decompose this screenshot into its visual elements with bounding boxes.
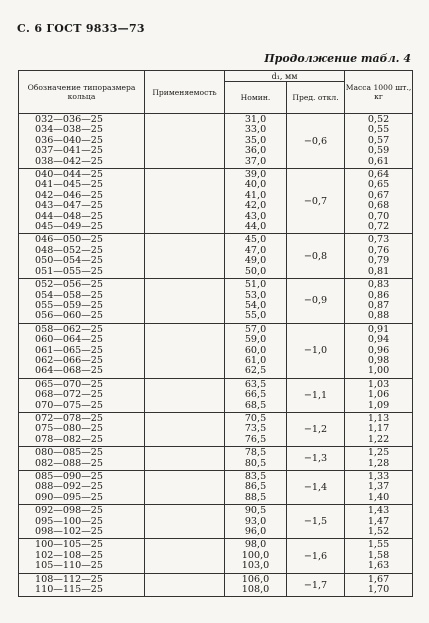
designation-cell-line: 068—072—25 — [35, 389, 104, 401]
designation-cell-line: 044—048—25 — [35, 210, 104, 222]
mass-cell-line: 0,73 — [367, 234, 390, 246]
header-designation: Обозначение типоразмера кольца — [19, 71, 145, 114]
application-cell — [145, 471, 225, 505]
nominal-cell-line: 40,0 — [244, 179, 267, 191]
designation-cell-line: 038—042—25 — [35, 155, 104, 167]
nominal-cell — [225, 279, 287, 324]
designation-cell-line: 041—045—25 — [35, 179, 104, 191]
nominal-cell-line: 35,0 — [244, 134, 267, 146]
deviation-cell: −1,6 — [287, 539, 345, 573]
designation-cell — [19, 378, 145, 412]
nominal-cell-line: 43,0 — [244, 210, 267, 222]
designation-cell — [19, 412, 145, 446]
designation-cell-line: 046—050—25 — [35, 234, 104, 246]
nominal-cell — [225, 573, 287, 597]
mass-cell-line: 1,43 — [367, 505, 390, 517]
header-d1: d₁, мм — [225, 71, 345, 82]
mass-cell-line: 0,61 — [367, 155, 390, 167]
nominal-cell-line: 66,5 — [244, 389, 267, 401]
mass-cell — [345, 169, 413, 234]
nominal-cell — [225, 169, 287, 234]
designation-cell — [19, 114, 145, 169]
table-row-group — [19, 539, 413, 573]
designation-cell — [19, 539, 145, 573]
mass-cell-line: 1,28 — [367, 457, 390, 469]
nominal-cell-line: 76,5 — [244, 433, 267, 445]
deviation-cell: −1,0 — [287, 323, 345, 378]
mass-cell-line: 0,55 — [367, 124, 390, 136]
nominal-cell-line: 61,0 — [244, 354, 267, 366]
mass-cell — [345, 573, 413, 597]
mass-cell-line: 0,83 — [367, 279, 390, 291]
designation-cell-line: 048—052—25 — [35, 244, 104, 256]
mass-cell-line: 1,63 — [367, 560, 390, 572]
designation-cell-line: 062—066—25 — [35, 354, 104, 366]
nominal-cell-line: 70,5 — [244, 412, 267, 424]
deviation-cell: −0,6 — [287, 114, 345, 169]
header-nominal: Номин. — [225, 82, 287, 114]
nominal-cell-line: 73,5 — [244, 423, 267, 435]
mass-cell-line: 0,52 — [367, 114, 390, 125]
designation-cell — [19, 234, 145, 279]
application-cell — [145, 323, 225, 378]
nominal-cell-line: 86,5 — [244, 481, 267, 493]
nominal-cell-line: 98,0 — [244, 539, 267, 551]
nominal-cell — [225, 505, 287, 539]
mass-cell-line: 1,09 — [367, 399, 390, 411]
mass-cell-line: 0,86 — [367, 289, 390, 301]
designation-cell — [19, 279, 145, 324]
table-row-group — [19, 169, 413, 234]
nominal-cell — [225, 323, 287, 378]
nominal-cell-line: 88,5 — [244, 491, 267, 503]
mass-cell-line: 1,17 — [367, 423, 390, 435]
nominal-cell-line: 37,0 — [244, 155, 267, 167]
deviation-cell: −1,3 — [287, 447, 345, 471]
designation-cell — [19, 169, 145, 234]
designation-cell-line: 052—056—25 — [35, 279, 104, 291]
deviation-cell: −1,4 — [287, 471, 345, 505]
mass-cell-line: 0,59 — [367, 145, 390, 157]
mass-cell-line: 0,87 — [367, 299, 390, 311]
table-row-group — [19, 323, 413, 378]
designation-cell-line: 034—038—25 — [35, 124, 104, 136]
application-cell — [145, 378, 225, 412]
designation-cell-line: 051—055—25 — [35, 265, 104, 277]
nominal-cell-line: 42,0 — [244, 200, 267, 212]
designation-cell-line: 040—044—25 — [35, 169, 104, 181]
dimensions-table — [18, 70, 413, 597]
table-row-group — [19, 447, 413, 471]
designation-cell-line: 090—095—25 — [35, 491, 104, 503]
designation-cell-line: 110—115—25 — [35, 584, 104, 596]
mass-cell-line: 0,76 — [367, 244, 390, 256]
designation-cell-line: 100—105—25 — [35, 539, 104, 551]
designation-cell — [19, 471, 145, 505]
nominal-cell-line: 50,0 — [244, 265, 267, 277]
mass-cell-line: 0,79 — [367, 255, 390, 267]
nominal-cell-line: 51,0 — [244, 279, 267, 291]
mass-cell — [345, 505, 413, 539]
mass-cell-line: 0,81 — [367, 265, 390, 277]
mass-cell-line: 0,64 — [367, 169, 390, 181]
deviation-cell: −0,9 — [287, 279, 345, 324]
mass-cell — [345, 279, 413, 324]
nominal-cell — [225, 114, 287, 169]
mass-cell-line: 1,47 — [367, 515, 390, 527]
nominal-cell-line: 60,0 — [244, 344, 267, 356]
designation-cell-line: 075—080—25 — [35, 423, 104, 435]
mass-cell-line: 0,57 — [367, 134, 390, 146]
deviation-cell: −1,5 — [287, 505, 345, 539]
designation-cell-line: 037—041—25 — [35, 145, 104, 157]
designation-cell — [19, 323, 145, 378]
nominal-cell-line: 83,5 — [244, 471, 267, 482]
mass-cell-line: 1,70 — [367, 584, 390, 596]
nominal-cell-line: 78,5 — [244, 447, 267, 459]
nominal-cell — [225, 234, 287, 279]
nominal-cell-line: 59,0 — [244, 334, 267, 346]
mass-cell-line: 1,52 — [367, 526, 390, 538]
table-row-group — [19, 234, 413, 279]
table-row-group — [19, 279, 413, 324]
application-cell — [145, 505, 225, 539]
nominal-cell-line: 47,0 — [244, 244, 267, 256]
mass-cell — [345, 412, 413, 446]
mass-cell — [345, 539, 413, 573]
nominal-cell — [225, 539, 287, 573]
mass-cell-line: 0,91 — [367, 323, 390, 335]
mass-cell-line: 1,22 — [367, 433, 390, 445]
application-cell — [145, 539, 225, 573]
mass-cell-line: 0,96 — [367, 344, 390, 356]
nominal-cell-line: 100,0 — [241, 549, 270, 561]
mass-cell — [345, 447, 413, 471]
nominal-cell-line: 62,5 — [244, 365, 267, 377]
designation-cell-line: 082—088—25 — [35, 457, 104, 469]
nominal-cell-line: 80,5 — [244, 457, 267, 469]
designation-cell-line: 058—062—25 — [35, 323, 104, 335]
table-row-group — [19, 378, 413, 412]
mass-cell-line: 1,03 — [367, 378, 390, 390]
header-mass: Масса 1000 шт., кг — [345, 71, 413, 114]
nominal-cell-line: 49,0 — [244, 255, 267, 267]
mass-cell-line: 0,88 — [367, 310, 390, 322]
designation-cell-line: 055—059—25 — [35, 299, 104, 311]
nominal-cell-line: 33,0 — [244, 124, 267, 136]
designation-cell-line: 054—058—25 — [35, 289, 104, 301]
designation-cell-line: 056—060—25 — [35, 310, 104, 322]
nominal-cell-line: 31,0 — [244, 114, 267, 125]
designation-cell-line: 032—036—25 — [35, 114, 104, 125]
designation-cell-line: 092—098—25 — [35, 505, 104, 517]
mass-cell-line: 1,06 — [367, 389, 390, 401]
table-row-group — [19, 573, 413, 597]
nominal-cell-line: 55,0 — [244, 310, 267, 322]
nominal-cell-line: 108,0 — [241, 584, 270, 596]
designation-cell-line: 043—047—25 — [35, 200, 104, 212]
mass-cell — [345, 378, 413, 412]
deviation-cell: −1,7 — [287, 573, 345, 597]
designation-cell-line: 108—112—25 — [35, 573, 104, 585]
mass-cell-line: 0,98 — [367, 354, 390, 366]
application-cell — [145, 234, 225, 279]
mass-cell-line: 1,67 — [367, 573, 390, 585]
designation-cell-line: 036—040—25 — [35, 134, 104, 146]
nominal-cell-line: 68,5 — [244, 399, 267, 411]
nominal-cell-line: 36,0 — [244, 145, 267, 157]
table-row-group — [19, 471, 413, 505]
mass-cell-line: 1,00 — [367, 365, 390, 377]
nominal-cell-line: 63,5 — [244, 378, 267, 390]
nominal-cell — [225, 471, 287, 505]
designation-cell-line: 105—110—25 — [35, 560, 104, 572]
designation-cell-line: 061—065—25 — [35, 344, 104, 356]
nominal-cell-line: 90,5 — [244, 505, 267, 517]
mass-cell-line: 0,68 — [367, 200, 390, 212]
nominal-cell-line: 106,0 — [241, 573, 270, 585]
mass-cell — [345, 114, 413, 169]
designation-cell-line: 064—068—25 — [35, 365, 104, 377]
application-cell — [145, 114, 225, 169]
designation-cell-line: 042—046—25 — [35, 189, 104, 201]
nominal-cell-line: 39,0 — [244, 169, 267, 181]
table-row-group — [19, 505, 413, 539]
mass-cell-line: 1,58 — [367, 549, 390, 561]
mass-cell-line: 1,37 — [367, 481, 390, 493]
mass-cell-line: 0,70 — [367, 210, 390, 222]
nominal-cell-line: 44,0 — [244, 221, 267, 233]
nominal-cell-line: 53,0 — [244, 289, 267, 301]
application-cell — [145, 412, 225, 446]
designation-cell-line: 050—054—25 — [35, 255, 104, 267]
nominal-cell — [225, 378, 287, 412]
nominal-cell-line: 54,0 — [244, 299, 267, 311]
application-cell — [145, 447, 225, 471]
table-body — [19, 114, 413, 597]
application-cell — [145, 573, 225, 597]
mass-cell-line: 0,94 — [367, 334, 390, 346]
designation-cell — [19, 573, 145, 597]
designation-cell — [19, 447, 145, 471]
designation-cell-line: 078—082—25 — [35, 433, 104, 445]
nominal-cell-line: 57,0 — [244, 323, 267, 335]
nominal-cell-line: 93,0 — [244, 515, 267, 527]
designation-cell-line: 070—075—25 — [35, 399, 104, 411]
mass-cell-line: 0,72 — [367, 221, 390, 233]
mass-cell-line: 1,40 — [367, 491, 390, 503]
header-application: Применяемость — [145, 71, 225, 114]
mass-cell-line: 1,13 — [367, 412, 390, 424]
application-cell — [145, 279, 225, 324]
mass-cell-line: 0,67 — [367, 189, 390, 201]
deviation-cell: −0,8 — [287, 234, 345, 279]
designation-cell — [19, 505, 145, 539]
designation-cell-line: 065—070—25 — [35, 378, 104, 390]
designation-cell-line: 098—102—25 — [35, 526, 104, 538]
header-deviation: Пред. откл. — [287, 82, 345, 114]
designation-cell-line: 085—090—25 — [35, 471, 104, 482]
nominal-cell-line: 45,0 — [244, 234, 267, 246]
mass-cell-line: 0,65 — [367, 179, 390, 191]
nominal-cell-line: 96,0 — [244, 526, 267, 538]
deviation-cell: −1,1 — [287, 378, 345, 412]
designation-cell-line: 080—085—25 — [35, 447, 104, 459]
mass-cell-line: 1,25 — [367, 447, 390, 459]
deviation-cell: −1,2 — [287, 412, 345, 446]
nominal-cell-line: 103,0 — [241, 560, 270, 572]
table-row-group — [19, 114, 413, 169]
designation-cell-line: 060—064—25 — [35, 334, 104, 346]
designation-cell-line: 102—108—25 — [35, 549, 104, 561]
designation-cell-line: 095—100—25 — [35, 515, 104, 527]
designation-cell-line: 088—092—25 — [35, 481, 104, 493]
designation-cell-line: 045—049—25 — [35, 221, 104, 233]
designation-cell-line: 072—078—25 — [35, 412, 104, 424]
table-caption: Продолжение табл. 4 — [264, 52, 411, 65]
page-header: С. 6 ГОСТ 9833—73 — [17, 22, 145, 35]
mass-cell-line: 1,55 — [367, 539, 390, 551]
mass-cell — [345, 234, 413, 279]
nominal-cell — [225, 412, 287, 446]
nominal-cell-line: 41,0 — [244, 189, 267, 201]
nominal-cell — [225, 447, 287, 471]
deviation-cell: −0,7 — [287, 169, 345, 234]
mass-cell — [345, 471, 413, 505]
table-row-group — [19, 412, 413, 446]
mass-cell-line: 1,33 — [367, 471, 390, 482]
application-cell — [145, 169, 225, 234]
mass-cell — [345, 323, 413, 378]
